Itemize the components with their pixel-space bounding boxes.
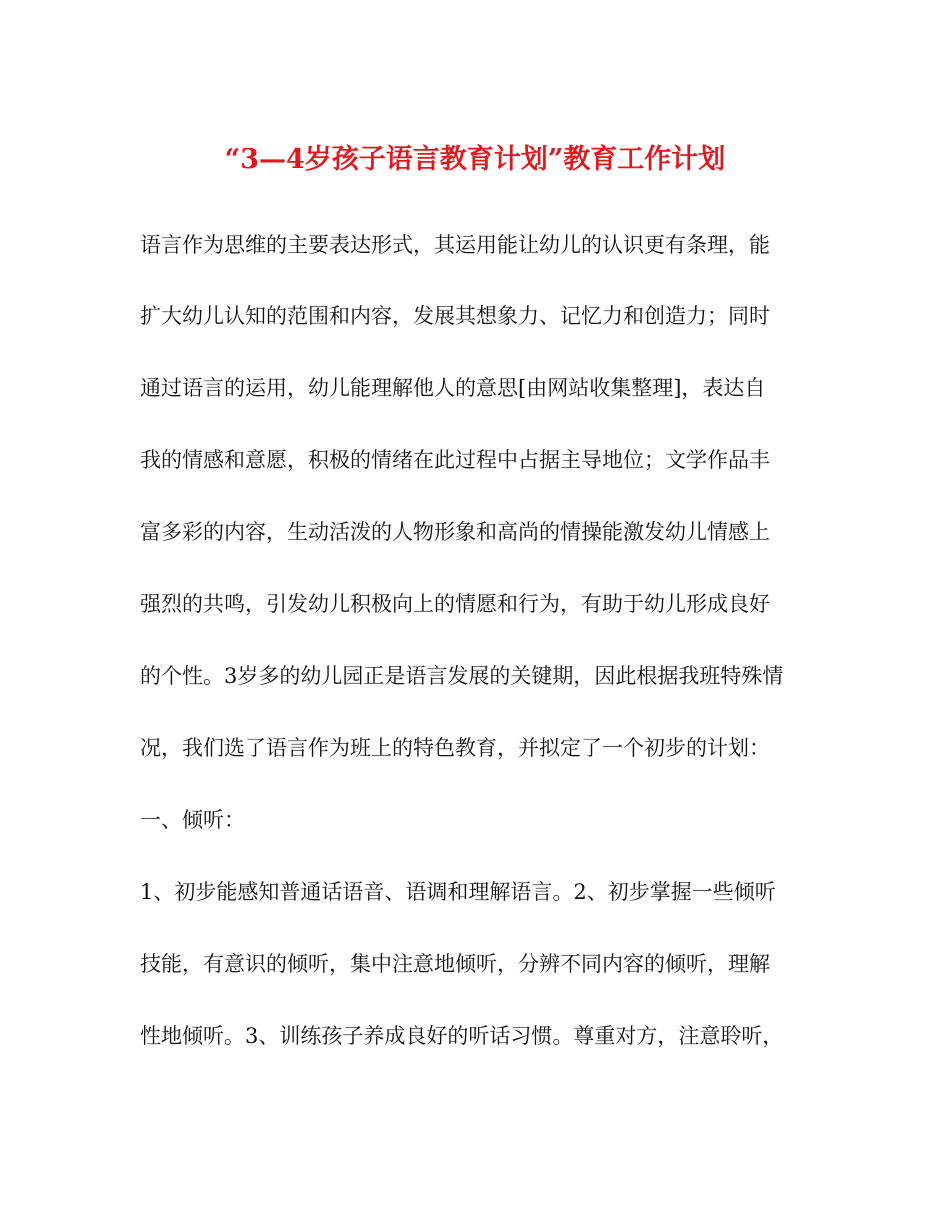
body-line: 通过语言的运用，幼儿能理解他人的意思[由网站收集整理]，表达自 (140, 376, 766, 400)
body-line: 1、初步能感知普通话语音、语调和理解语言。2、初步掌握一些倾听 (140, 880, 776, 904)
body-line: 的个性。3岁多的幼儿园正是语言发展的关键期，因此根据我班特殊情 (140, 664, 784, 688)
body-line: 扩大幼儿认知的范围和内容，发展其想象力、记忆力和创造力；同时 (140, 304, 770, 328)
document-title: “3—4岁孩子语言教育计划”教育工作计划 (224, 144, 726, 175)
body-line: 语言作为思维的主要表达形式，其运用能让幼儿的认识更有条理，能 (140, 233, 770, 257)
body-line: 技能，有意识的倾听，集中注意地倾听，分辨不同内容的倾听，理解 (140, 952, 770, 976)
section-heading: 一、倾听： (140, 808, 245, 832)
body-line: 强烈的共鸣，引发幼儿积极向上的情愿和行为，有助于幼儿形成良好 (140, 592, 770, 616)
body-line: 况，我们选了语言作为班上的特色教育，并拟定了一个初步的计划： (140, 736, 770, 760)
body-line: 性地倾听。3、训练孩子养成良好的听话习惯。尊重对方，注意聆听， (140, 1024, 784, 1048)
body-line: 富多彩的内容，生动活泼的人物形象和高尚的情操能激发幼儿情感上 (140, 520, 770, 544)
body-line: 我的情感和意愿，积极的情绪在此过程中占据主导地位；文学作品丰 (140, 448, 770, 472)
